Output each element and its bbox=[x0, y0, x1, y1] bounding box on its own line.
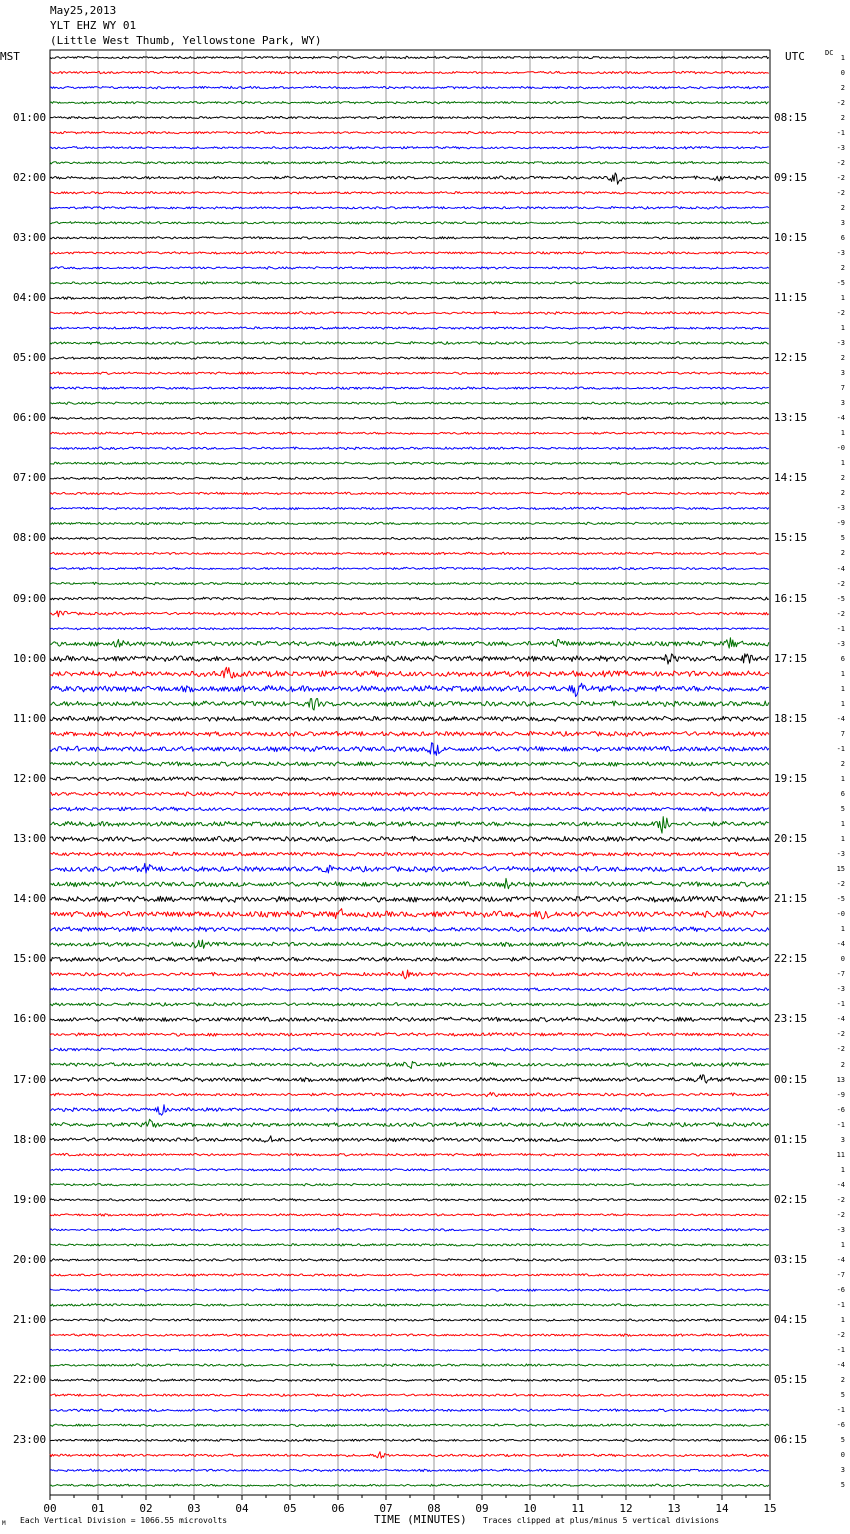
dc-offset-value: 11 bbox=[836, 1150, 845, 1159]
dc-offset-value: 1 bbox=[840, 324, 845, 333]
dc-offset-value: 1 bbox=[840, 1165, 845, 1174]
left-hour-label: 23:00 bbox=[13, 1433, 47, 1447]
dc-offset-value: 5 bbox=[840, 1436, 845, 1445]
dc-offset-value: -3 bbox=[836, 1225, 845, 1234]
seismic-trace bbox=[50, 447, 769, 450]
dc-offset-value: -3 bbox=[836, 339, 845, 348]
seismic-trace bbox=[50, 1319, 769, 1322]
dc-offset-value: 2 bbox=[840, 489, 845, 498]
seismic-trace bbox=[50, 1169, 769, 1171]
right-hour-label: 11:15 bbox=[774, 290, 808, 304]
dc-offset-value: 2 bbox=[840, 1060, 845, 1069]
right-hour-label: 17:15 bbox=[774, 651, 808, 665]
seismic-trace bbox=[50, 667, 769, 678]
dc-offset-value: 1 bbox=[840, 774, 845, 783]
seismic-trace bbox=[50, 743, 769, 756]
left-hour-label: 02:00 bbox=[13, 170, 47, 184]
seismic-trace bbox=[50, 462, 769, 464]
dc-offset-value: 2 bbox=[840, 203, 845, 212]
left-hour-label: 19:00 bbox=[13, 1192, 47, 1206]
dc-offset-value: -7 bbox=[836, 970, 845, 979]
left-hour-label: 21:00 bbox=[13, 1313, 47, 1327]
dc-offset-value: -2 bbox=[836, 609, 845, 618]
seismic-trace bbox=[50, 1184, 769, 1187]
seismic-trace bbox=[50, 1092, 769, 1096]
dc-offset-value: 0 bbox=[840, 1451, 845, 1460]
corner-mark: M bbox=[2, 1520, 6, 1527]
dc-offset-value: -2 bbox=[836, 98, 845, 107]
right-hour-label: 02:15 bbox=[774, 1192, 808, 1206]
right-hour-label: 04:15 bbox=[774, 1313, 808, 1327]
dc-offset-value: 5 bbox=[840, 1481, 845, 1490]
seismic-trace bbox=[50, 628, 769, 630]
seismic-trace bbox=[50, 56, 769, 58]
seismic-trace bbox=[50, 957, 769, 962]
dc-offset-value: -6 bbox=[836, 1421, 845, 1430]
seismic-trace bbox=[50, 940, 769, 948]
dc-offset-value: -0 bbox=[836, 910, 845, 919]
dc-offset-value: 2 bbox=[840, 549, 845, 558]
dc-offset-value: 7 bbox=[840, 384, 845, 393]
dc-offset-value: 6 bbox=[840, 789, 845, 798]
left-hour-label: 12:00 bbox=[13, 771, 47, 785]
dc-offset-value: 1 bbox=[840, 820, 845, 829]
seismic-trace bbox=[50, 1304, 769, 1307]
dc-offset-value: -1 bbox=[836, 1406, 845, 1415]
x-tick-label: 06 bbox=[331, 1502, 345, 1515]
seismic-trace bbox=[50, 970, 769, 979]
dc-offset-value: 13 bbox=[836, 1075, 845, 1084]
left-hour-label: 14:00 bbox=[13, 892, 47, 906]
right-hour-label: 01:15 bbox=[774, 1132, 808, 1146]
seismic-trace bbox=[50, 507, 769, 510]
seismic-trace bbox=[50, 909, 769, 919]
seismic-trace bbox=[50, 807, 769, 811]
dc-offset-value: 1 bbox=[840, 53, 845, 62]
seismic-trace bbox=[50, 1394, 769, 1396]
dc-offset-value: -4 bbox=[836, 1361, 845, 1370]
dc-offset-value: -0 bbox=[836, 444, 845, 453]
right-hour-label: 00:15 bbox=[774, 1072, 808, 1086]
dc-offset-value: -1 bbox=[836, 744, 845, 753]
seismic-trace bbox=[50, 988, 769, 991]
dc-offset-value: -2 bbox=[836, 1045, 845, 1054]
seismic-trace bbox=[50, 638, 769, 648]
seismic-trace bbox=[50, 1061, 769, 1068]
x-tick-label: 15 bbox=[763, 1502, 777, 1515]
dc-offset-value: -2 bbox=[836, 579, 845, 588]
x-tick-label: 13 bbox=[667, 1502, 681, 1515]
seismic-trace bbox=[50, 852, 769, 856]
dc-offset-value: -9 bbox=[836, 519, 845, 528]
dc-offset-value: 1 bbox=[840, 699, 845, 708]
dc-offset-value: -4 bbox=[836, 1015, 845, 1024]
right-hour-label: 23:15 bbox=[774, 1012, 808, 1026]
left-hour-label: 18:00 bbox=[13, 1132, 47, 1146]
seismic-trace bbox=[50, 878, 769, 888]
seismic-trace bbox=[50, 1075, 769, 1083]
right-hour-label: 21:15 bbox=[774, 892, 808, 906]
dc-offset-value: -2 bbox=[836, 309, 845, 317]
seismic-trace bbox=[50, 492, 769, 494]
right-timezone-label: UTC bbox=[785, 50, 805, 63]
dc-offset-value: 6 bbox=[840, 654, 845, 663]
dc-offset-value: 2 bbox=[840, 83, 845, 92]
dc-offset-value: 6 bbox=[840, 233, 845, 242]
chart-date: May25,2013 bbox=[50, 4, 117, 17]
dc-offset-value: -6 bbox=[836, 1105, 845, 1114]
right-hour-label: 16:15 bbox=[774, 591, 808, 605]
seismic-trace bbox=[50, 1424, 769, 1427]
seismic-trace bbox=[50, 597, 769, 600]
right-hour-label: 19:15 bbox=[774, 771, 808, 785]
seismic-trace bbox=[50, 1033, 769, 1037]
seismic-trace bbox=[50, 762, 769, 767]
seismic-trace bbox=[50, 131, 769, 134]
dc-offset-value: 5 bbox=[840, 1391, 845, 1400]
seismic-trace bbox=[50, 147, 769, 150]
dc-offset-value: -1 bbox=[836, 1300, 845, 1309]
dc-label: DC bbox=[825, 49, 834, 57]
seismic-trace bbox=[50, 192, 769, 195]
seismic-trace bbox=[50, 387, 769, 390]
seismic-trace bbox=[50, 267, 769, 270]
clip-note: Traces clipped at plus/minus 5 vertical divisions bbox=[483, 1516, 720, 1525]
dc-offset-value: -1 bbox=[836, 128, 845, 137]
seismic-trace bbox=[50, 1349, 769, 1351]
dc-offset-value: 1 bbox=[840, 1316, 845, 1325]
seismic-trace bbox=[50, 372, 769, 375]
dc-offset-value: -1 bbox=[836, 1120, 845, 1129]
seismic-trace bbox=[50, 863, 769, 873]
dc-offset-value: -1 bbox=[836, 624, 845, 633]
dc-offset-value: 1 bbox=[840, 1240, 845, 1249]
dc-offset-value: 2 bbox=[840, 1376, 845, 1385]
x-tick-label: 10 bbox=[523, 1502, 537, 1515]
dc-offset-value: -4 bbox=[836, 940, 845, 949]
seismic-trace bbox=[50, 792, 769, 796]
x-tick-label: 01 bbox=[91, 1502, 105, 1515]
seismic-trace bbox=[50, 896, 769, 902]
left-hour-label: 10:00 bbox=[13, 651, 47, 665]
left-hour-label: 17:00 bbox=[13, 1072, 47, 1086]
dc-offset-value: 7 bbox=[840, 729, 845, 738]
seismic-trace bbox=[50, 683, 769, 696]
right-hour-label: 13:15 bbox=[774, 411, 808, 425]
seismic-trace bbox=[50, 731, 769, 736]
dc-offset-value: 3 bbox=[840, 218, 845, 227]
dc-offset-value: -3 bbox=[836, 248, 845, 257]
x-tick-label: 00 bbox=[43, 1502, 57, 1515]
left-hour-label: 09:00 bbox=[13, 591, 47, 605]
dc-offset-value: -4 bbox=[836, 1180, 845, 1189]
left-hour-label: 07:00 bbox=[13, 471, 47, 485]
seismic-trace bbox=[50, 86, 769, 89]
left-hour-label: 05:00 bbox=[13, 351, 47, 365]
dc-offset-value: -3 bbox=[836, 850, 845, 859]
seismic-trace bbox=[50, 777, 769, 781]
station-code: YLT EHZ WY 01 bbox=[50, 19, 137, 32]
seismic-trace bbox=[50, 327, 769, 330]
seismic-trace bbox=[50, 1105, 769, 1116]
x-tick-label: 04 bbox=[235, 1502, 249, 1515]
x-tick-label: 03 bbox=[187, 1502, 201, 1515]
dc-offset-value: -3 bbox=[836, 639, 845, 648]
seismic-trace bbox=[50, 312, 769, 315]
seismic-trace bbox=[50, 1048, 769, 1051]
seismic-trace bbox=[50, 654, 769, 664]
dc-offset-value: -2 bbox=[836, 188, 845, 197]
seismic-trace bbox=[50, 1334, 769, 1337]
dc-offset-value: -5 bbox=[836, 895, 845, 904]
dc-offset-value: -3 bbox=[836, 985, 845, 994]
seismic-trace bbox=[50, 1379, 769, 1382]
dc-offset-value: 1 bbox=[840, 684, 845, 693]
right-hour-label: 05:15 bbox=[774, 1373, 808, 1387]
x-tick-label: 12 bbox=[619, 1502, 633, 1515]
seismic-trace bbox=[50, 161, 769, 164]
seismic-trace bbox=[50, 1199, 769, 1202]
x-tick-label: 09 bbox=[475, 1502, 489, 1515]
dc-offset-value: 1 bbox=[840, 835, 845, 844]
dc-offset-value: 3 bbox=[840, 399, 845, 408]
dc-offset-value: -1 bbox=[836, 1346, 845, 1355]
x-axis-label: TIME (MINUTES) bbox=[374, 1513, 467, 1526]
left-hour-label: 13:00 bbox=[13, 832, 47, 846]
right-hour-label: 06:15 bbox=[774, 1433, 808, 1447]
dc-offset-value: 3 bbox=[840, 369, 845, 378]
seismic-trace bbox=[50, 1274, 769, 1276]
division-note: Each Vertical Division = 1066.55 microvolts bbox=[20, 1516, 228, 1525]
dc-offset-value: 3 bbox=[840, 1135, 845, 1144]
seismic-trace bbox=[50, 552, 769, 555]
seismic-trace bbox=[50, 71, 769, 74]
dc-offset-value: -9 bbox=[836, 1090, 845, 1099]
right-hour-label: 09:15 bbox=[774, 170, 808, 184]
x-tick-label: 05 bbox=[283, 1502, 297, 1515]
seismic-trace bbox=[50, 1214, 769, 1217]
dc-offset-value: -2 bbox=[836, 1195, 845, 1204]
seismic-trace bbox=[50, 417, 769, 420]
seismic-trace bbox=[50, 1409, 769, 1412]
seismic-trace bbox=[50, 927, 769, 932]
right-hour-label: 15:15 bbox=[774, 531, 808, 545]
left-hour-label: 06:00 bbox=[13, 411, 47, 425]
right-hour-label: 10:15 bbox=[774, 230, 808, 244]
left-hour-label: 22:00 bbox=[13, 1373, 47, 1387]
seismic-trace bbox=[50, 432, 769, 434]
left-hour-label: 04:00 bbox=[13, 290, 47, 304]
x-tick-label: 02 bbox=[139, 1502, 153, 1515]
dc-offset-value: -2 bbox=[836, 158, 845, 167]
dc-offset-value: 1 bbox=[840, 925, 845, 934]
seismic-trace bbox=[50, 1364, 769, 1367]
dc-offset-value: 1 bbox=[840, 429, 845, 438]
dc-offset-value: 2 bbox=[840, 759, 845, 768]
dc-offset-value: 3 bbox=[840, 1466, 845, 1475]
dc-offset-value: -2 bbox=[836, 880, 845, 889]
seismic-trace bbox=[50, 1119, 769, 1127]
seismic-trace bbox=[50, 836, 769, 841]
left-hour-label: 08:00 bbox=[13, 531, 47, 545]
seismic-trace bbox=[50, 252, 769, 255]
left-hour-label: 15:00 bbox=[13, 952, 47, 966]
seismic-trace bbox=[50, 116, 769, 119]
seismic-trace bbox=[50, 477, 769, 480]
dc-offset-value: 2 bbox=[840, 263, 845, 272]
seismic-trace bbox=[50, 237, 769, 239]
dc-offset-value: 1 bbox=[840, 459, 845, 468]
seismic-trace bbox=[50, 537, 769, 539]
dc-offset-value: -2 bbox=[836, 1030, 845, 1039]
dc-offset-value: -4 bbox=[836, 714, 845, 723]
dc-offset-value: 2 bbox=[840, 354, 845, 363]
dc-offset-value: 1 bbox=[840, 293, 845, 302]
seismic-trace bbox=[50, 173, 769, 184]
right-hour-label: 08:15 bbox=[774, 110, 808, 124]
seismic-trace bbox=[50, 222, 769, 224]
seismic-trace bbox=[50, 1439, 769, 1442]
dc-offset-value: 15 bbox=[836, 865, 845, 874]
seismic-trace bbox=[50, 1244, 769, 1246]
seismic-trace bbox=[50, 282, 769, 285]
left-hour-label: 01:00 bbox=[13, 110, 47, 124]
right-hour-label: 12:15 bbox=[774, 351, 808, 365]
seismic-trace bbox=[50, 1003, 769, 1006]
seismic-trace bbox=[50, 817, 769, 834]
left-hour-label: 20:00 bbox=[13, 1252, 47, 1266]
seismic-trace bbox=[50, 1289, 769, 1291]
dc-offset-value: -3 bbox=[836, 504, 845, 513]
seismic-trace bbox=[50, 1259, 769, 1261]
dc-offset-value: -3 bbox=[836, 143, 845, 152]
right-hour-label: 03:15 bbox=[774, 1252, 808, 1266]
right-hour-label: 14:15 bbox=[774, 471, 808, 485]
seismic-trace bbox=[50, 1017, 769, 1022]
left-timezone-label: MST bbox=[0, 50, 20, 63]
seismic-trace bbox=[50, 1153, 769, 1156]
dc-offset-value: -7 bbox=[836, 1270, 845, 1279]
left-hour-label: 11:00 bbox=[13, 711, 47, 725]
dc-offset-value: 5 bbox=[840, 534, 845, 543]
x-tick-label: 14 bbox=[715, 1502, 729, 1515]
dc-offset-value: 0 bbox=[840, 68, 845, 77]
seismic-trace bbox=[50, 1136, 769, 1142]
dc-offset-value: -1 bbox=[836, 1000, 845, 1009]
dc-offset-value: 1 bbox=[840, 669, 845, 678]
seismic-trace bbox=[50, 357, 769, 359]
left-hour-label: 16:00 bbox=[13, 1012, 47, 1026]
right-hour-label: 22:15 bbox=[774, 952, 808, 966]
seismic-trace bbox=[50, 699, 769, 711]
dc-offset-value: -4 bbox=[836, 564, 845, 573]
station-location: (Little West Thumb, Yellowstone Park, WY) bbox=[50, 34, 322, 47]
seismic-trace bbox=[50, 297, 769, 300]
seismic-trace bbox=[50, 207, 769, 209]
seismic-trace bbox=[50, 611, 769, 617]
seismic-trace bbox=[50, 402, 769, 405]
left-hour-label: 03:00 bbox=[13, 230, 47, 244]
dc-offset-value: -5 bbox=[836, 278, 845, 287]
dc-offset-value: -2 bbox=[836, 1331, 845, 1340]
seismic-trace bbox=[50, 716, 769, 721]
seismic-trace bbox=[50, 101, 769, 104]
dc-offset-value: -2 bbox=[836, 1210, 845, 1219]
dc-offset-value: 0 bbox=[840, 955, 845, 964]
right-hour-label: 20:15 bbox=[774, 832, 808, 846]
seismic-trace bbox=[50, 1484, 769, 1486]
seismic-trace bbox=[50, 582, 769, 585]
seismic-trace bbox=[50, 1452, 769, 1459]
seismic-trace bbox=[50, 342, 769, 345]
dc-offset-value: -4 bbox=[836, 414, 845, 423]
dc-offset-value: -5 bbox=[836, 594, 845, 603]
seismic-trace bbox=[50, 1229, 769, 1232]
seismic-trace bbox=[50, 522, 769, 524]
x-tick-label: 08 bbox=[427, 1502, 441, 1515]
dc-offset-value: -4 bbox=[836, 1255, 845, 1264]
seismic-trace bbox=[50, 567, 769, 570]
seismic-trace bbox=[50, 1469, 769, 1472]
dc-offset-value: 2 bbox=[840, 113, 845, 122]
x-tick-label: 11 bbox=[571, 1502, 585, 1515]
dc-offset-value: -6 bbox=[836, 1285, 845, 1294]
dc-offset-value: 5 bbox=[840, 805, 845, 813]
right-hour-label: 18:15 bbox=[774, 711, 808, 725]
dc-offset-value: 2 bbox=[840, 474, 845, 483]
dc-offset-value: -2 bbox=[836, 173, 845, 182]
x-tick-label: 07 bbox=[379, 1502, 393, 1515]
